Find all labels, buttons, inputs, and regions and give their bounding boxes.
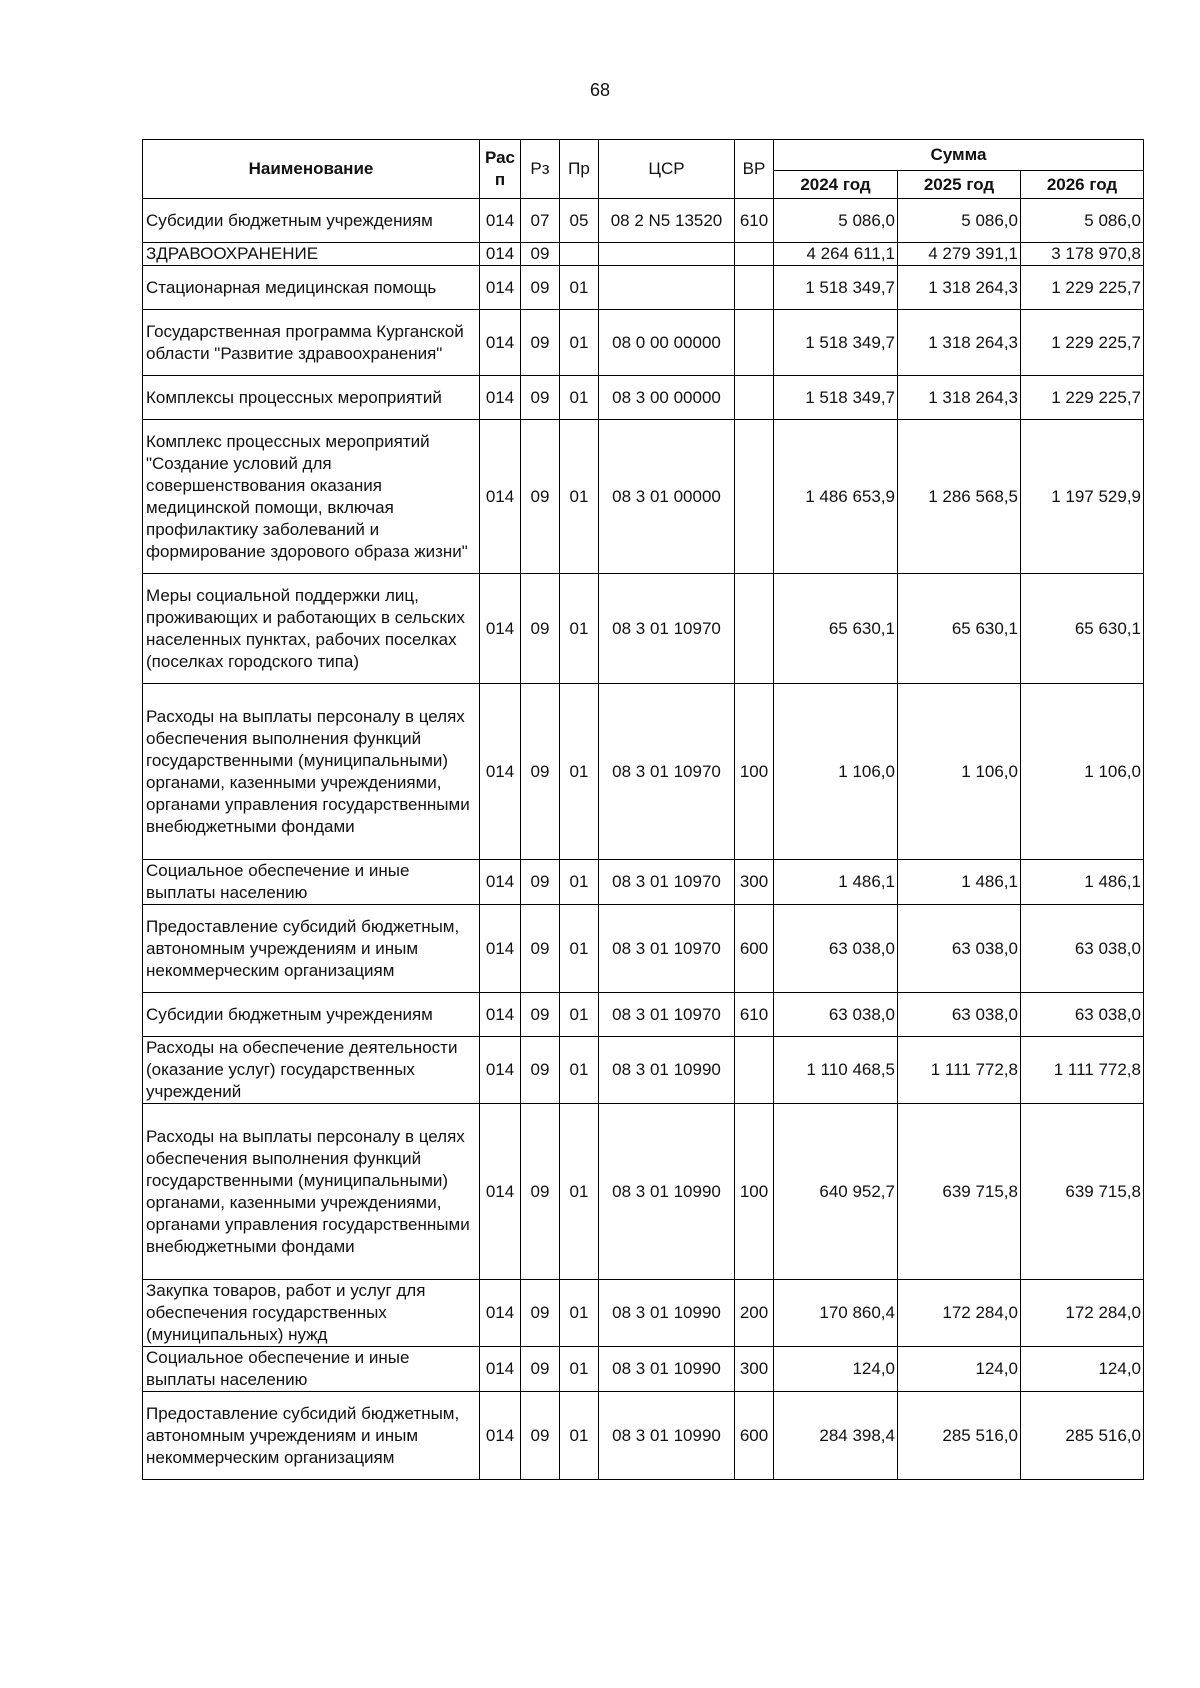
row-rasp: 014 — [480, 310, 521, 376]
table-row — [143, 420, 1144, 574]
row-pr: 01 — [560, 1104, 599, 1280]
row-sum-2024: 5 086,0 — [774, 199, 898, 243]
header-rz: Рз — [521, 140, 560, 199]
row-sum-2024: 124,0 — [774, 1347, 898, 1392]
row-name: Стационарная медицинская помощь — [143, 266, 480, 310]
header-sum: Сумма — [774, 140, 1144, 171]
row-csr: 08 2 N5 13520 — [599, 199, 735, 243]
row-sum-2026: 285 516,0 — [1021, 1392, 1144, 1480]
row-vr — [735, 243, 774, 266]
row-rasp: 014 — [480, 1392, 521, 1480]
row-pr: 01 — [560, 574, 599, 684]
row-sum-2026: 1 229 225,7 — [1021, 376, 1144, 420]
row-sum-2025: 1 286 568,5 — [898, 420, 1021, 574]
row-sum-2026: 1 486,1 — [1021, 860, 1144, 905]
table-row — [143, 574, 1144, 684]
table-row — [143, 1104, 1144, 1280]
row-rz: 09 — [521, 243, 560, 266]
row-sum-2025: 124,0 — [898, 1347, 1021, 1392]
table-row — [143, 266, 1144, 310]
row-vr: 600 — [735, 905, 774, 993]
row-name: Закупка товаров, работ и услуг для обеспечения государственных (муниципальных) нужд — [143, 1280, 480, 1347]
page-number: 68 — [589, 80, 611, 100]
row-rz: 09 — [521, 993, 560, 1037]
row-rasp: 014 — [480, 420, 521, 574]
row-pr: 01 — [560, 1037, 599, 1104]
row-name: Субсидии бюджетным учреждениям — [143, 993, 480, 1037]
row-rasp: 014 — [480, 860, 521, 905]
row-rasp: 014 — [480, 684, 521, 860]
row-vr: 200 — [735, 1280, 774, 1347]
row-csr: 08 3 01 00000 — [599, 420, 735, 574]
header-vr: ВР — [735, 140, 774, 199]
row-csr: 08 3 01 10970 — [599, 860, 735, 905]
row-csr: 08 3 01 10970 — [599, 574, 735, 684]
row-rz: 09 — [521, 860, 560, 905]
row-sum-2026: 639 715,8 — [1021, 1104, 1144, 1280]
table-row — [143, 310, 1144, 376]
table-row — [143, 1280, 1144, 1347]
row-csr: 08 3 01 10970 — [599, 684, 735, 860]
row-name: Предоставление субсидий бюджетным, автономным учреждениям и иным некоммерческим организациям — [143, 905, 480, 993]
row-sum-2024: 1 518 349,7 — [774, 310, 898, 376]
row-csr: 08 3 01 10990 — [599, 1347, 735, 1392]
row-rz: 09 — [521, 266, 560, 310]
row-sum-2026: 1 229 225,7 — [1021, 266, 1144, 310]
row-sum-2026: 172 284,0 — [1021, 1280, 1144, 1347]
table-row — [143, 1037, 1144, 1104]
row-name: Социальное обеспечение и иные выплаты населению — [143, 860, 480, 905]
row-vr: 600 — [735, 1392, 774, 1480]
row-sum-2026: 1 106,0 — [1021, 684, 1144, 860]
row-vr: 100 — [735, 1104, 774, 1280]
table-row — [143, 860, 1144, 905]
row-pr: 01 — [560, 420, 599, 574]
row-vr — [735, 1037, 774, 1104]
table-body — [143, 199, 1144, 1480]
row-vr: 100 — [735, 684, 774, 860]
header-2026: 2026 год — [1021, 171, 1144, 199]
row-pr: 01 — [560, 310, 599, 376]
table-row — [143, 243, 1144, 266]
row-name: Предоставление субсидий бюджетным, автономным учреждениям и иным некоммерческим организациям — [143, 1392, 480, 1480]
row-pr: 05 — [560, 199, 599, 243]
row-sum-2025: 1 106,0 — [898, 684, 1021, 860]
row-pr: 01 — [560, 266, 599, 310]
row-vr: 610 — [735, 993, 774, 1037]
row-rz: 09 — [521, 905, 560, 993]
row-sum-2026: 124,0 — [1021, 1347, 1144, 1392]
row-sum-2025: 65 630,1 — [898, 574, 1021, 684]
row-rz: 07 — [521, 199, 560, 243]
row-pr: 01 — [560, 1280, 599, 1347]
row-vr — [735, 266, 774, 310]
header-2025: 2025 год — [898, 171, 1021, 199]
row-sum-2024: 1 486 653,9 — [774, 420, 898, 574]
row-sum-2026: 1 111 772,8 — [1021, 1037, 1144, 1104]
row-vr: 610 — [735, 199, 774, 243]
row-csr: 08 0 00 00000 — [599, 310, 735, 376]
row-sum-2024: 640 952,7 — [774, 1104, 898, 1280]
budget-table — [142, 139, 1144, 1480]
row-vr — [735, 376, 774, 420]
row-csr — [599, 266, 735, 310]
row-sum-2024: 4 264 611,1 — [774, 243, 898, 266]
row-rz: 09 — [521, 1347, 560, 1392]
row-sum-2025: 5 086,0 — [898, 199, 1021, 243]
row-pr: 01 — [560, 376, 599, 420]
row-rasp: 014 — [480, 376, 521, 420]
row-name: Расходы на выплаты персоналу в целях обеспечения выполнения функций государственными (муниципальными) органами, казенными учреждениями, органами управления государственными внебюджетными фондами — [143, 684, 480, 860]
table-row — [143, 1392, 1144, 1480]
row-pr: 01 — [560, 860, 599, 905]
header-rasp: Рас п — [480, 140, 521, 199]
row-pr: 01 — [560, 1392, 599, 1480]
row-sum-2024: 65 630,1 — [774, 574, 898, 684]
row-sum-2024: 63 038,0 — [774, 993, 898, 1037]
row-rz: 09 — [521, 1392, 560, 1480]
row-sum-2026: 3 178 970,8 — [1021, 243, 1144, 266]
row-sum-2024: 63 038,0 — [774, 905, 898, 993]
row-sum-2025: 63 038,0 — [898, 905, 1021, 993]
row-vr — [735, 420, 774, 574]
header-csr: ЦСР — [599, 140, 735, 199]
row-rz: 09 — [521, 1280, 560, 1347]
row-name: Меры социальной поддержки лиц, проживающих и работающих в сельских населенных пунктах, рабочих поселках (поселках городского типа) — [143, 574, 480, 684]
row-rasp: 014 — [480, 1347, 521, 1392]
row-csr: 08 3 00 00000 — [599, 376, 735, 420]
row-rasp: 014 — [480, 574, 521, 684]
table-row — [143, 993, 1144, 1037]
row-rz: 09 — [521, 310, 560, 376]
row-name: Государственная программа Курганской области "Развитие здравоохранения" — [143, 310, 480, 376]
row-rasp: 014 — [480, 243, 521, 266]
row-sum-2024: 1 518 349,7 — [774, 266, 898, 310]
row-rz: 09 — [521, 1104, 560, 1280]
row-rasp: 014 — [480, 993, 521, 1037]
row-sum-2025: 1 318 264,3 — [898, 376, 1021, 420]
row-pr: 01 — [560, 1347, 599, 1392]
row-sum-2025: 1 318 264,3 — [898, 310, 1021, 376]
row-rz: 09 — [521, 1037, 560, 1104]
row-name: Расходы на выплаты персоналу в целях обеспечения выполнения функций государственными (муниципальными) органами, казенными учреждениями, органами управления государственными внебюджетными фондами — [143, 1104, 480, 1280]
table-row — [143, 684, 1144, 860]
row-csr: 08 3 01 10990 — [599, 1037, 735, 1104]
row-sum-2024: 170 860,4 — [774, 1280, 898, 1347]
table-header — [143, 140, 1144, 199]
row-pr: 01 — [560, 905, 599, 993]
table-row — [143, 199, 1144, 243]
row-rz: 09 — [521, 574, 560, 684]
header-name: Наименование — [143, 140, 480, 199]
row-sum-2025: 639 715,8 — [898, 1104, 1021, 1280]
row-pr: 01 — [560, 684, 599, 860]
row-sum-2025: 4 279 391,1 — [898, 243, 1021, 266]
row-sum-2024: 284 398,4 — [774, 1392, 898, 1480]
row-sum-2026: 5 086,0 — [1021, 199, 1144, 243]
row-pr — [560, 243, 599, 266]
row-sum-2025: 285 516,0 — [898, 1392, 1021, 1480]
row-sum-2024: 1 518 349,7 — [774, 376, 898, 420]
row-sum-2026: 63 038,0 — [1021, 993, 1144, 1037]
row-csr: 08 3 01 10990 — [599, 1392, 735, 1480]
table-row — [143, 376, 1144, 420]
row-name: Субсидии бюджетным учреждениям — [143, 199, 480, 243]
header-pr: Пр — [560, 140, 599, 199]
row-csr: 08 3 01 10970 — [599, 993, 735, 1037]
row-name: Расходы на обеспечение деятельности (оказание услуг) государственных учреждений — [143, 1037, 480, 1104]
header-2024: 2024 год — [774, 171, 898, 199]
row-rz: 09 — [521, 420, 560, 574]
row-sum-2026: 65 630,1 — [1021, 574, 1144, 684]
row-name: Комплексы процессных мероприятий — [143, 376, 480, 420]
row-name: Комплекс процессных мероприятий "Создание условий для совершенствования оказания медицинской помощи, включая профилактику заболеваний и формирование здорового образа жизни" — [143, 420, 480, 574]
row-vr: 300 — [735, 860, 774, 905]
row-csr: 08 3 01 10990 — [599, 1104, 735, 1280]
row-pr: 01 — [560, 993, 599, 1037]
row-vr — [735, 310, 774, 376]
row-sum-2024: 1 486,1 — [774, 860, 898, 905]
row-sum-2026: 63 038,0 — [1021, 905, 1144, 993]
row-rz: 09 — [521, 376, 560, 420]
row-name: Социальное обеспечение и иные выплаты населению — [143, 1347, 480, 1392]
row-rasp: 014 — [480, 266, 521, 310]
row-rasp: 014 — [480, 1280, 521, 1347]
row-csr — [599, 243, 735, 266]
row-sum-2025: 1 111 772,8 — [898, 1037, 1021, 1104]
row-sum-2025: 172 284,0 — [898, 1280, 1021, 1347]
row-sum-2024: 1 106,0 — [774, 684, 898, 860]
row-sum-2025: 1 486,1 — [898, 860, 1021, 905]
row-rasp: 014 — [480, 905, 521, 993]
row-csr: 08 3 01 10970 — [599, 905, 735, 993]
row-vr: 300 — [735, 1347, 774, 1392]
row-rasp: 014 — [480, 199, 521, 243]
table-row — [143, 1347, 1144, 1392]
row-csr: 08 3 01 10990 — [599, 1280, 735, 1347]
row-vr — [735, 574, 774, 684]
table-row — [143, 905, 1144, 993]
row-name: ЗДРАВООХРАНЕНИЕ — [143, 243, 480, 266]
row-rz: 09 — [521, 684, 560, 860]
row-sum-2026: 1 229 225,7 — [1021, 310, 1144, 376]
row-sum-2025: 63 038,0 — [898, 993, 1021, 1037]
row-sum-2024: 1 110 468,5 — [774, 1037, 898, 1104]
row-sum-2026: 1 197 529,9 — [1021, 420, 1144, 574]
row-rasp: 014 — [480, 1104, 521, 1280]
row-rasp: 014 — [480, 1037, 521, 1104]
row-sum-2025: 1 318 264,3 — [898, 266, 1021, 310]
